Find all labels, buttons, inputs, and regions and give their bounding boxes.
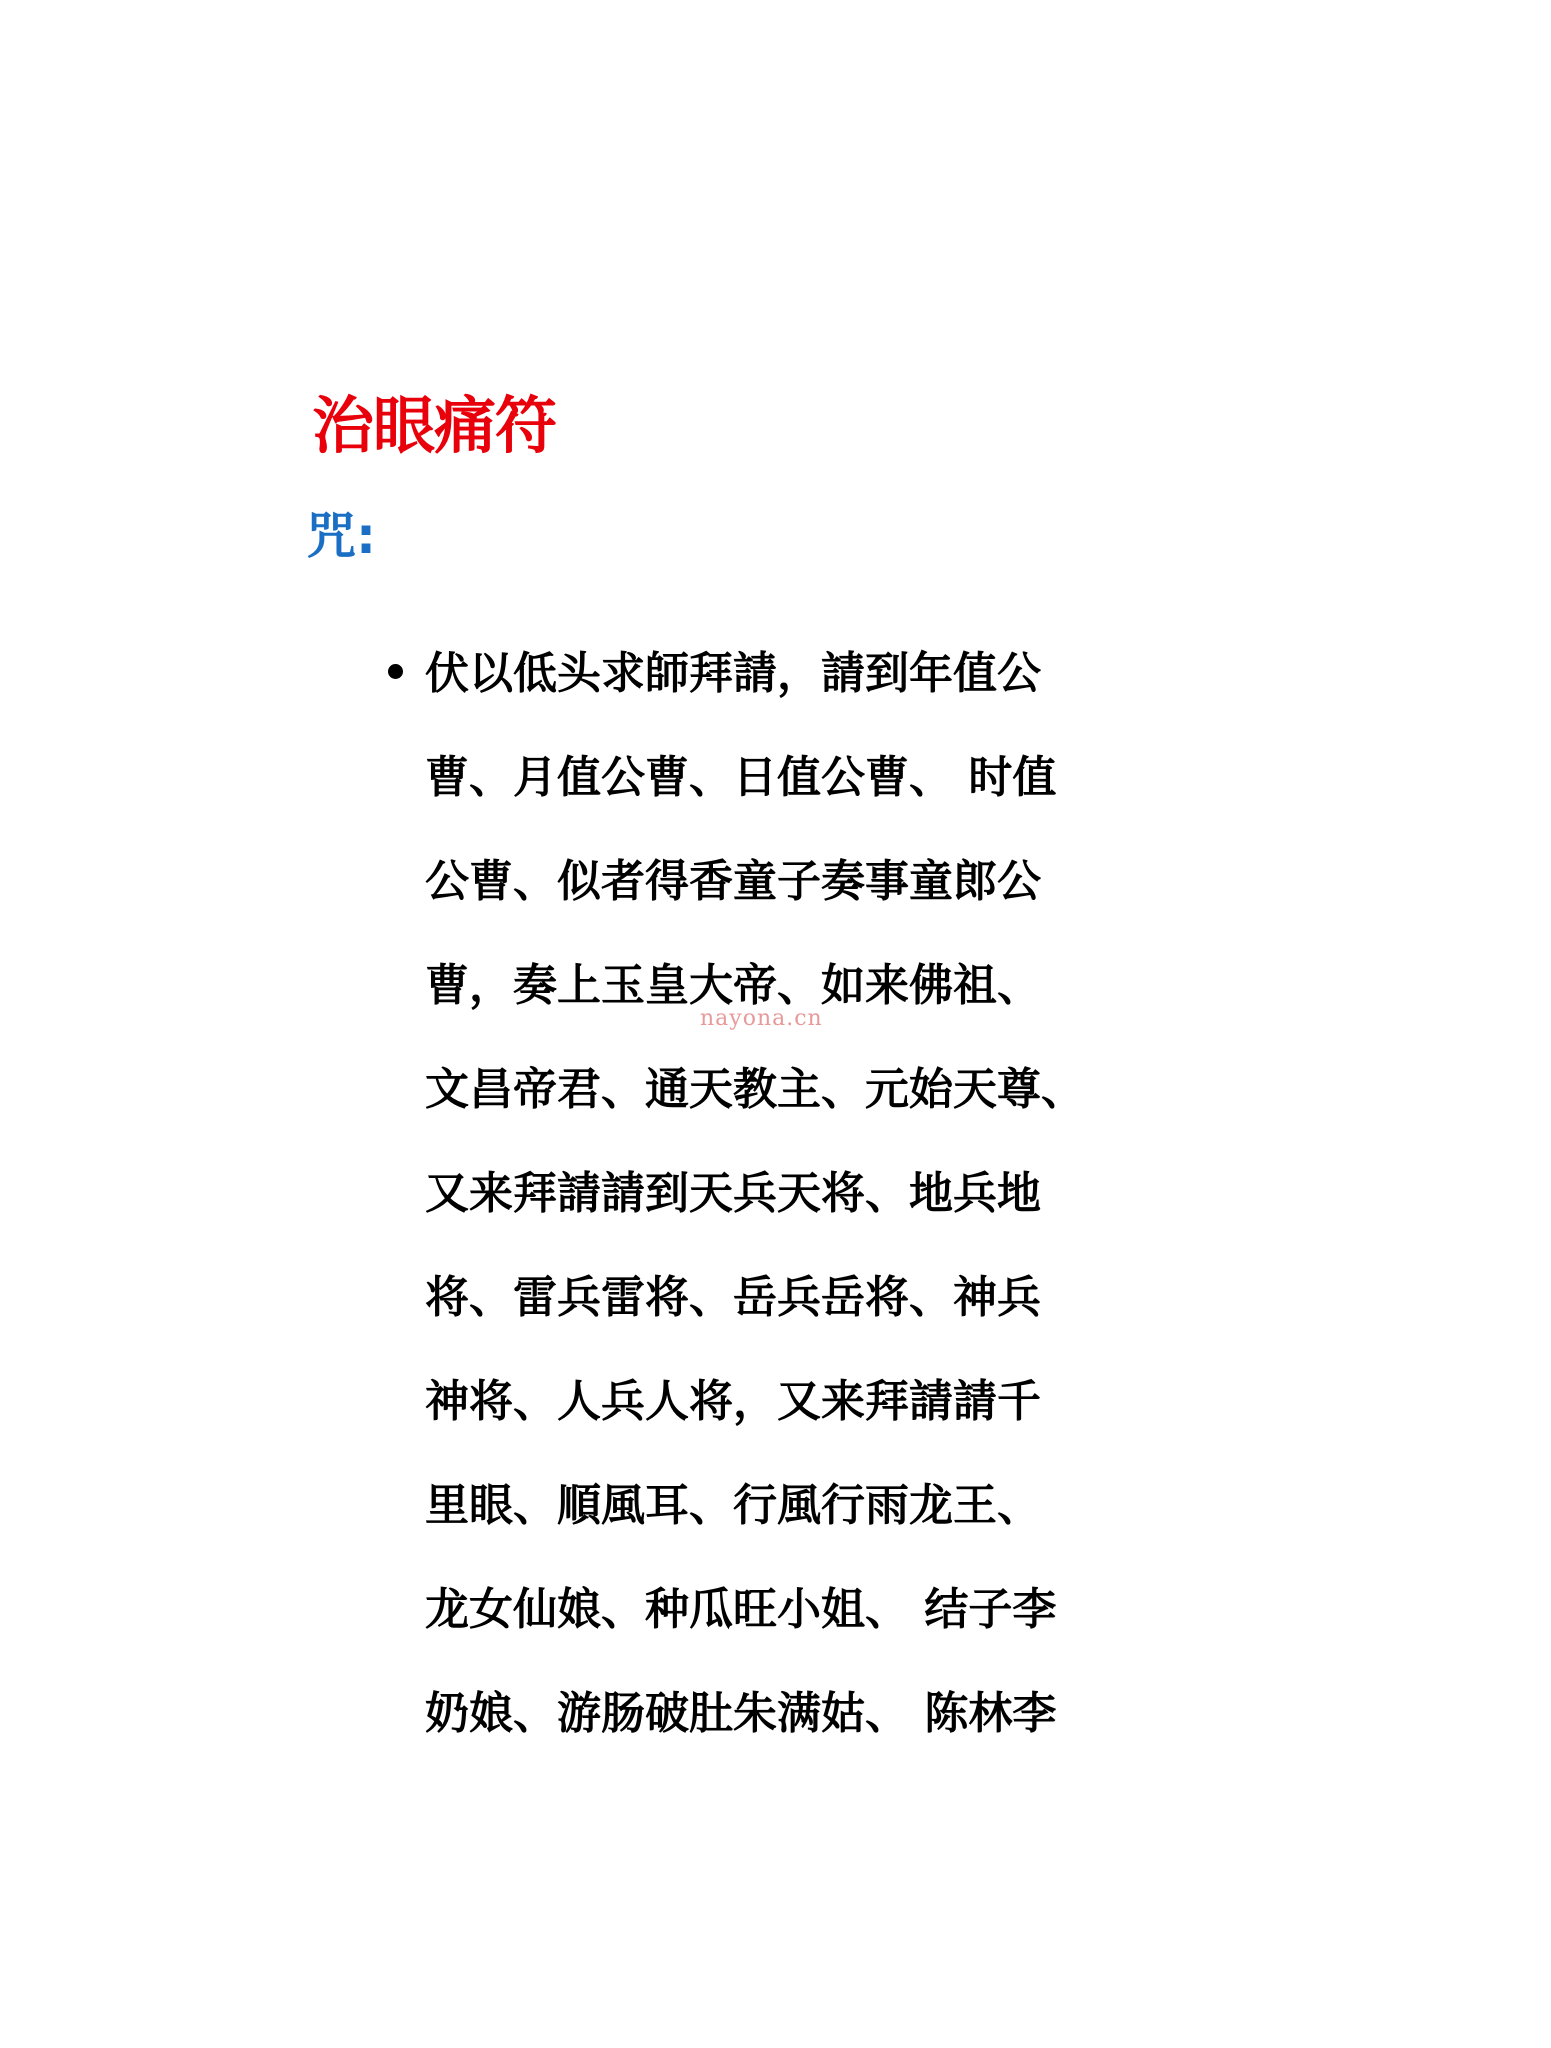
text-line: 公曹、似者得香童子奏事童郎公 [425, 856, 1041, 907]
incantation-text [425, 648, 1125, 1792]
text-line: 神将、人兵人将，又来拜請請千 [425, 1376, 1041, 1427]
text-line: 又来拜請請到天兵天将、地兵地 [425, 1168, 1041, 1219]
incantation-label: 咒: [306, 507, 376, 565]
text-line: 伏以低头求師拜請，請到年值公 [425, 648, 1041, 699]
text-line: 龙女仙娘、种瓜旺小姐、 结子李 [425, 1584, 1057, 1635]
page-title: 治眼痛符 [312, 389, 557, 462]
watermark: nayona.cn [700, 1006, 823, 1031]
text-line: 曹、月值公曹、日值公曹、 时值 [425, 752, 1057, 803]
text-line: 将、雷兵雷将、岳兵岳将、神兵 [425, 1272, 1041, 1323]
bullet-icon [388, 664, 403, 679]
text-line: 文昌帝君、通天教主、元始天尊、 [425, 1064, 1085, 1115]
text-line: 奶娘、游肠破肚朱满姑、 陈林李 [425, 1688, 1057, 1739]
text-line: 曹，奏上玉皇大帝、如来佛祖、 [425, 960, 1041, 1011]
text-line: 里眼、順風耳、行風行雨龙王、 [425, 1480, 1041, 1531]
